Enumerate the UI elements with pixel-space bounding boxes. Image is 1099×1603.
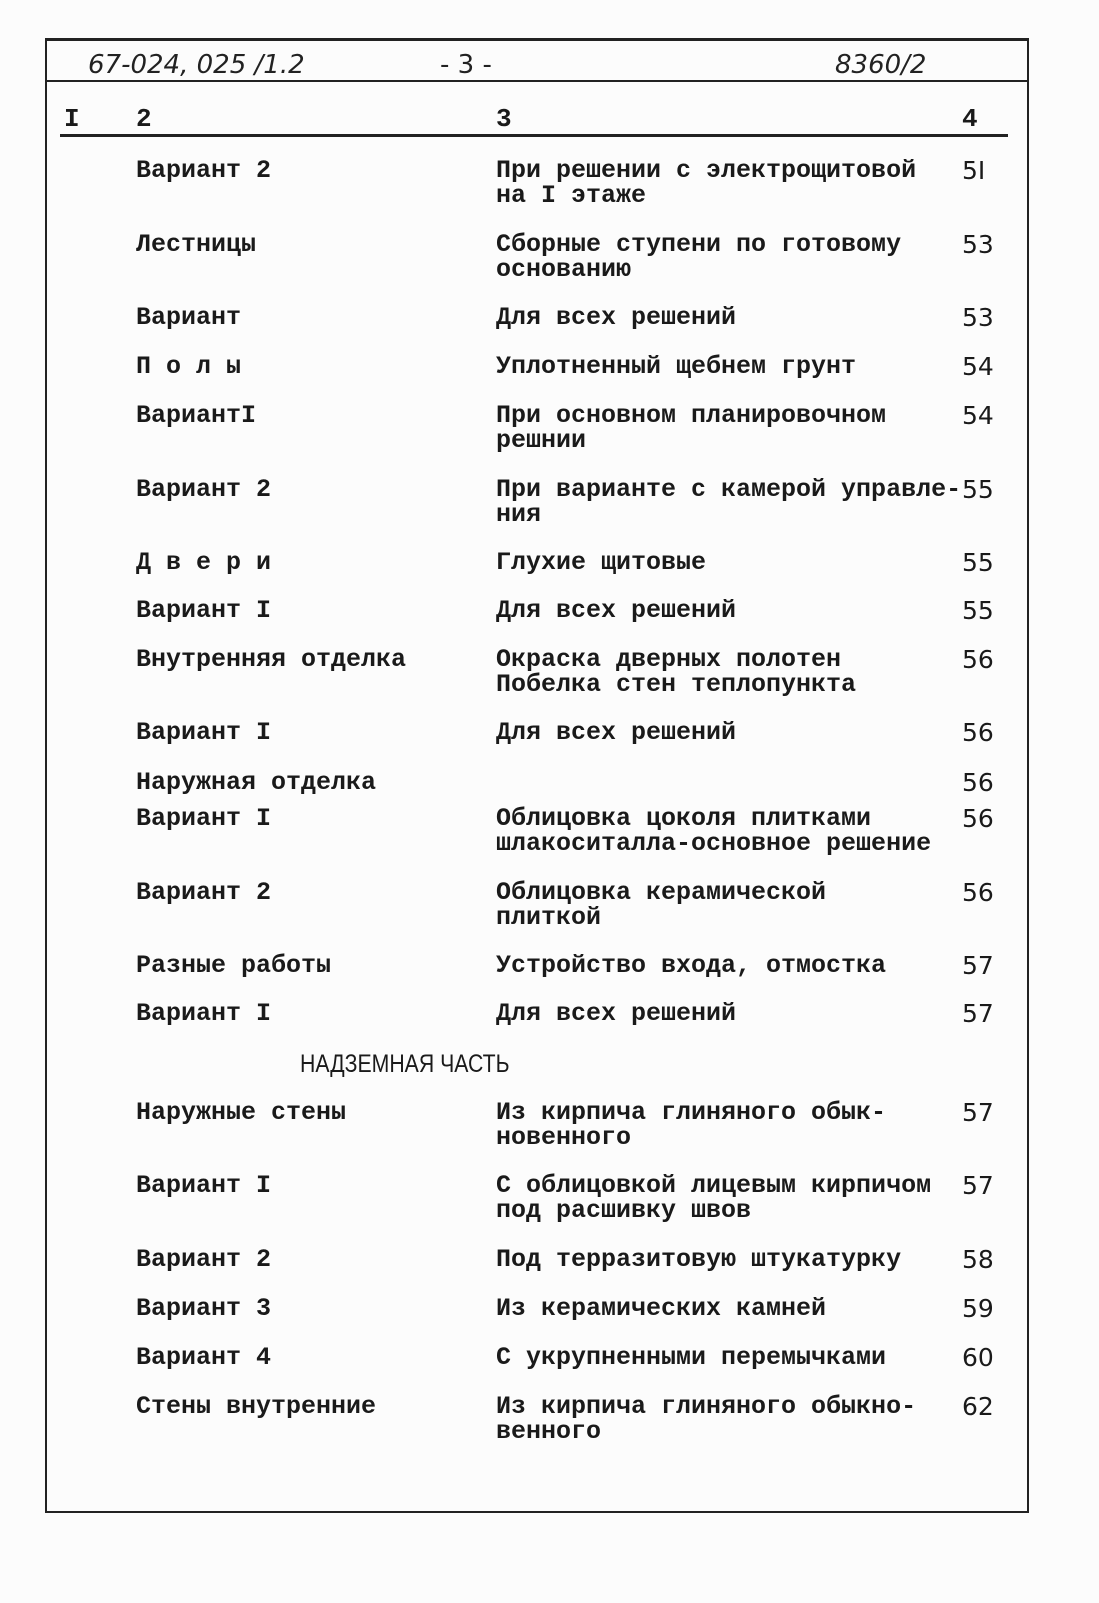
row-name: Вариант 2 (136, 156, 272, 185)
row-name: Лестницы (136, 230, 257, 259)
row-page: 59 (962, 1294, 994, 1323)
row-name: Наружная отделка (136, 768, 377, 797)
column-header-3: 3 (496, 104, 512, 134)
row-page: 57 (962, 1171, 994, 1200)
row-description: Для всех решений (496, 999, 737, 1028)
row-name: Разные работы (136, 951, 332, 980)
row-description: При решении с электрощитовой на I этаже (496, 156, 917, 210)
column-header-divider (60, 134, 1008, 137)
row-page: 58 (962, 1245, 994, 1274)
column-header-2: 2 (136, 104, 152, 134)
row-name: ВариантI (136, 401, 257, 430)
row-name: Вариант I (136, 804, 272, 833)
row-description: Из кирпича глиняного обык- новенного (496, 1098, 887, 1152)
page-number: - 3 - (440, 50, 492, 80)
row-name: Вариант 3 (136, 1294, 272, 1323)
row-page: 55 (962, 596, 994, 625)
row-name: Вариант (136, 303, 242, 332)
row-page: 53 (962, 230, 994, 259)
column-header-4: 4 (962, 104, 978, 134)
section-heading: НАДЗЕМНАЯ ЧАСТЬ (300, 1050, 510, 1078)
row-name: Вариант 4 (136, 1343, 272, 1372)
row-page: 57 (962, 951, 994, 980)
row-name: Вариант I (136, 999, 272, 1028)
row-page: 56 (962, 804, 994, 833)
row-page: 56 (962, 768, 994, 797)
row-description: Облицовка керамической плиткой (496, 878, 827, 932)
row-name: П о л ы (136, 352, 242, 381)
column-header-1: I (64, 104, 80, 134)
row-page: 57 (962, 1098, 994, 1127)
row-name: Внутренняя отделка (136, 645, 407, 674)
row-description: Облицовка цоколя плитками шлакоситалла-основное решение (496, 804, 932, 858)
row-name: Стены внутренние (136, 1392, 377, 1421)
row-name: Вариант I (136, 718, 272, 747)
row-page: 60 (962, 1343, 994, 1372)
row-description: Из кирпича глиняного обыкно- венного (496, 1392, 917, 1446)
row-page: 55 (962, 475, 994, 504)
row-description: Сборные ступени по готовому основанию (496, 230, 902, 284)
row-name: Наружные стены (136, 1098, 347, 1127)
row-page: 5I (962, 156, 986, 185)
row-description: При основном планировочном решнии (496, 401, 887, 455)
row-description: Окраска дверных полотен Побелка стен теплопункта (496, 645, 857, 699)
row-page: 56 (962, 718, 994, 747)
row-page: 55 (962, 548, 994, 577)
document-code: 67-024, 025 /1.2 (88, 50, 305, 80)
row-name: Д в е р и (136, 548, 272, 577)
row-description: Глухие щитовые (496, 548, 707, 577)
sheet-number: 8360/2 (835, 50, 927, 80)
row-page: 56 (962, 878, 994, 907)
row-name: Вариант 2 (136, 1245, 272, 1274)
row-page: 53 (962, 303, 994, 332)
row-description: Для всех решений (496, 596, 737, 625)
row-description: С облицовкой лицевым кирпичом под расшивку швов (496, 1171, 932, 1225)
row-name: Вариант I (136, 1171, 272, 1200)
row-description: Из керамических камней (496, 1294, 827, 1323)
row-description: Для всех решений (496, 303, 737, 332)
row-page: 54 (962, 401, 994, 430)
row-page: 57 (962, 999, 994, 1028)
row-name: Вариант I (136, 596, 272, 625)
row-name: Вариант 2 (136, 475, 272, 504)
row-description: При варианте с камерой управле- ния (496, 475, 962, 529)
header-divider (45, 80, 1027, 82)
row-description: С укрупненными перемычками (496, 1343, 887, 1372)
row-name: Вариант 2 (136, 878, 272, 907)
row-description: Под терразитовую штукатурку (496, 1245, 902, 1274)
row-description: Уплотненный щебнем грунт (496, 352, 857, 381)
row-page: 54 (962, 352, 994, 381)
row-description: Устройство входа, отмостка (496, 951, 887, 980)
row-page: 62 (962, 1392, 994, 1421)
row-page: 56 (962, 645, 994, 674)
row-description: Для всех решений (496, 718, 737, 747)
